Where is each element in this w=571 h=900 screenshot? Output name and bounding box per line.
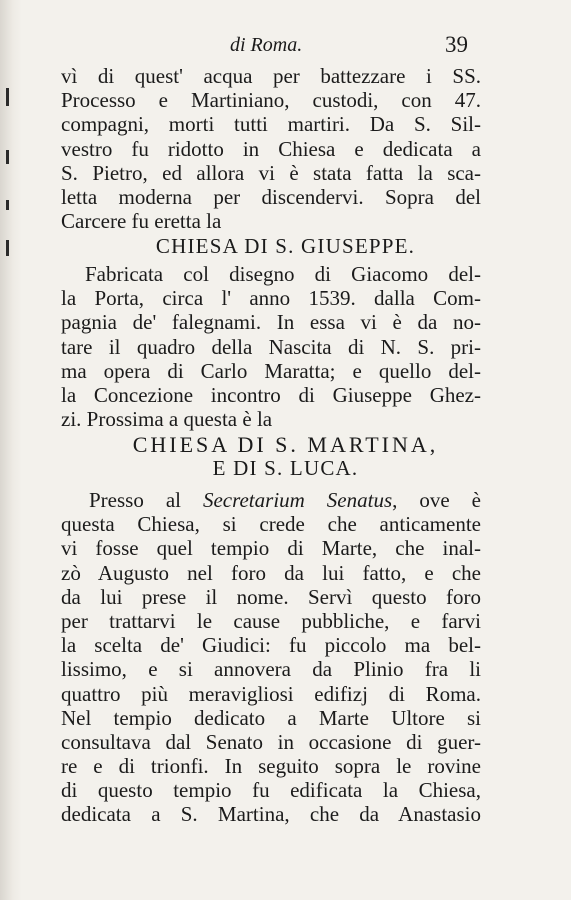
- text-run: Presso al: [89, 488, 203, 512]
- section-heading-luca: E DI S. LUCA.: [212, 456, 359, 480]
- text-line: vì di quest' acqua per battezzare i SS.: [61, 64, 481, 88]
- text-line: letta moderna per discendervi. Sopra del: [61, 184, 481, 209]
- text-line: ma opera di Carlo Maratta; e quello del-: [61, 358, 481, 383]
- text-line: compagni, morti tutti martiri. Da S. Sil-: [61, 112, 481, 137]
- text-line: dedicata a S. Martina, che da Anastasio: [61, 802, 481, 827]
- text-line: questa Chiesa, si crede che anticamente: [61, 512, 481, 537]
- text-line: Nel tempio dedicato a Marte Ultore si: [61, 705, 481, 730]
- paragraph-block-3: [61, 488, 481, 827]
- running-head-title: di Roma.: [230, 34, 303, 56]
- section-heading-martina: CHIESA DI S. MARTINA,: [132, 432, 439, 457]
- paragraph-block-1: [61, 64, 481, 233]
- text-line: vestro fu ridotto in Chiesa e dedicata a: [61, 136, 481, 161]
- text-line: da lui prese il nome. Servì questo foro: [61, 584, 481, 609]
- text-run: , ove è: [392, 488, 481, 512]
- text-line-first: [61, 488, 481, 512]
- text-line: tare il quadro della Nascita di N. S. pri-: [61, 334, 481, 359]
- text-line: zò Augusto nel foro da lui fatto, e che: [61, 560, 481, 585]
- gutter-mark: [6, 88, 9, 106]
- paragraph-block-2: [61, 262, 481, 431]
- text-line: lissimo, e si annovera da Plinio fra li: [61, 657, 481, 682]
- gutter-mark: [6, 150, 9, 164]
- text-line: zi. Prossima a questa è la: [61, 407, 273, 432]
- text-line: re e di trionfi. In seguito sopra le rovine: [61, 754, 481, 779]
- text-line: per trattarvi le cause pubbliche, e farvi: [61, 608, 481, 633]
- text-line: Processo e Martiniano, custodi, con 47.: [61, 88, 481, 113]
- section-heading-giuseppe: CHIESA DI S. GIUSEPPE.: [155, 234, 416, 258]
- italic-term: Secretarium Senatus: [202, 488, 393, 512]
- text-line: la Concezione incontro di Giuseppe Ghez-: [61, 382, 481, 407]
- text-line: quattro più meravigliosi edifizj di Roma.: [61, 681, 481, 706]
- text-line: vi fosse quel tempio di Marte, che inal-: [61, 536, 481, 561]
- text-line: S. Pietro, ed allora vi è stata fatta la sca-: [61, 160, 481, 185]
- page-number: 39: [445, 32, 468, 57]
- text-line: consultava dal Senato in occasione di guer-: [61, 729, 481, 754]
- gutter-mark: [6, 200, 9, 210]
- text-line: Fabricata col disegno di Giacomo del-: [85, 262, 481, 286]
- text-line: la scelta de' Giudici: fu piccolo ma bel-: [61, 633, 481, 658]
- text-line: pagnia de' falegnami. In essa vi è da no-: [61, 310, 481, 335]
- text-line: Carcere fu eretta la: [61, 209, 222, 234]
- running-head: [0, 32, 571, 58]
- text-line: la Porta, circa l' anno 1539. dalla Com-: [61, 286, 481, 311]
- text-line: di questo tempio fu edificata la Chiesa,: [61, 778, 481, 803]
